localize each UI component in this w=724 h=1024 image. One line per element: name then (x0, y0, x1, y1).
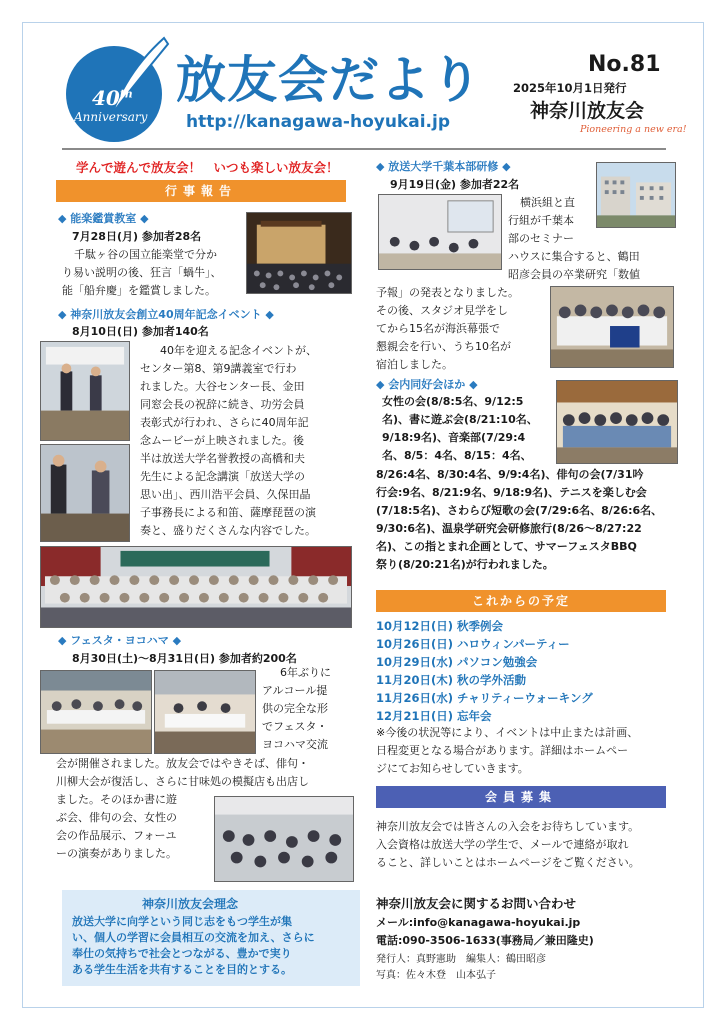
photo-noh-stage (246, 212, 352, 294)
issue-date: 2025年10月1日発行 (513, 81, 627, 95)
schedule-item: 11月26日(水) チャリティーウォーキング (376, 691, 593, 705)
date-anniversary-event: 8月10日(日) 参加者140名 (72, 325, 209, 338)
newsletter-title: 放友会だより (176, 51, 482, 109)
photo-festa-venue (40, 670, 152, 754)
recruit-text: 神奈川放友会では皆さんの入会をお待ちしています。 入会資格は放送大学の学生で、メールで連絡が取れ ること、詳しいことはホームページをご覧ください。 (376, 820, 640, 869)
schedule-note: ※今後の状況等により、イベントは中止または計画、 日程変更となる場合があります。詳細はホームペー ジにてお知らせしていきます。 (376, 726, 639, 775)
body-chiba-wide: ハウスに集合すると、鶴田 昭彦会員の卒業研究「数値 (508, 250, 640, 281)
organization-name: 神奈川放友会 (530, 100, 645, 122)
photo-chiba-group (550, 286, 674, 368)
header-divider (62, 148, 666, 150)
photo-credit-line: 写真：佐々木登 山本弘子 (376, 970, 496, 981)
heading-anniversary-event: ◆ 神奈川放友会創立40周年記念イベント ◆ (58, 308, 274, 321)
body-chiba-narrow: 横浜組と直 行組が千葉本 部のセミナー (508, 196, 575, 245)
website-url[interactable]: http://kanagawa-hoyukai.jp (186, 112, 450, 132)
photo-chiba-building (596, 162, 676, 228)
body-festa-bottom: ぶ会、俳句の会、女性の 会の作品展示、フォーユ ーの演奏がありました。 (56, 811, 177, 860)
issue-number: No.81 (588, 52, 661, 77)
photo-anniversary-ceremony (40, 341, 130, 441)
body-festa-narrow: 6年ぶりに アルコール提 供の完全な形 でフェスタ・ ヨコハマ交流 (262, 666, 331, 751)
body-clubs-narrow: 女性の会(8/8:5名、9/12:5 名)、書に遊ぶ会(8/21:10名、 9/18:9名)、音楽部(7/29:4 名、8/5：4名、8/15：4名、 (382, 395, 538, 462)
schedule-item: 11月20日(木) 秋の学外活動 (376, 673, 527, 687)
body-chiba-left: 予報」の発表となりました。 その後、スタジオ見学をし てから15名が海浜幕張で 懇親会を行い、うち10名が 宿泊しました。 (376, 286, 519, 371)
publisher-line: 発行人：真野憲助 編集人：鶴田昭彦 (376, 954, 546, 965)
body-noh: 千駄ヶ谷の国立能楽堂で分か り易い説明の後、狂言「蝸牛」、 能「船弁慶」を鑑賞しました。 (62, 248, 222, 297)
photo-festa-exhibition (214, 796, 354, 882)
heading-chiba-training: ◆ 放送大学千葉本部研修 ◆ (376, 160, 511, 173)
contact-email[interactable]: メール:info@kanagawa-hoyukai.jp (376, 916, 581, 929)
heading-festa-yokohama: ◆ フェスタ・ヨコハマ ◆ (58, 634, 182, 647)
section-bar-recruit: 会員募集 (376, 786, 666, 808)
photo-chiba-seminar (378, 194, 502, 270)
contact-title: 神奈川放友会に関するお問い合わせ (376, 896, 577, 911)
body-clubs-wide: 8/26:4名、8/30:4名、9/9:4名)、俳句の会(7/31吟 行会:9名、8/21:9名、9/18:9名)、テニスを楽しむ会 (7/18:5名)、さわらび短歌の会(7/29:6名、8/26:6名、 9/30:6名)、温泉学研究会研修旅行(8/26～8/27:22 名)、この指とまれ企画として、サマーフェスタBBQ 祭り(8/20:21名)が行われました。 (376, 468, 663, 571)
schedule-item: 10月29日(水) パソコン勉強会 (376, 655, 538, 669)
photo-festa-booth (154, 670, 256, 754)
motto: Pioneering a new era! (580, 124, 687, 135)
heading-clubs: ◆ 会内同好会ほか ◆ (376, 378, 478, 391)
contact-phone: 電話:090-3506-1633(事務局／兼田隆史) (376, 934, 594, 947)
photo-clubs-group (556, 380, 678, 464)
schedule-item: 10月26日(日) ハロウィンパーティー (376, 637, 570, 651)
philosophy-text: 放送大学に向学という同じ志をもつ学生が集 い、個人の学習に会員相互の交流を加え、さらに 奉仕の気持ちで社会とつながる、豊かで実り ある学生生活を共有することを目的とする。 (72, 915, 315, 976)
date-chiba-training: 9月19日(金) 参加者22名 (390, 178, 520, 191)
schedule-item: 10月12日(日) 秋季例会 (376, 619, 504, 633)
photo-anniversary-group (40, 546, 352, 628)
date-noh: 7月28日(月) 参加者28名 (72, 230, 202, 243)
photo-anniversary-performance (40, 444, 130, 542)
date-festa-yokohama: 8月30日(土)～8月31日(日) 参加者約200名 (72, 652, 297, 665)
heading-noh: ◆ 能楽鑑賞教室 ◆ (58, 212, 149, 225)
section-bar-activity-report: 行事報告 (56, 180, 346, 202)
body-anniversary-event: 40年を迎える記念イベントが、 センター第8、第9講義室で行わ れました。大谷センター長、金田 同窓会長の祝辞に続き、功労会員 表彰式が行われ、さらに40周年記 念ムービーが上映されました。後 半は放送大学名誉教授の高橋和夫 先生による記念講演「放送大学の 思い出」、西川浩平会員、久保田晶 子事務長による和笛、薩摩琵琶の演 奏と、盛りだくさんな内容でした。 (140, 344, 317, 537)
slogan: 学んで遊んで放友会！ いつも楽しい放友会！ (76, 160, 339, 175)
schedule-item: 12月21日(日) 忘年会 (376, 709, 492, 723)
logo-number: 40th (92, 86, 133, 110)
body-festa-wide: 会が開催されました。放友会ではやきそば、俳句・ 川柳大会が復活し、さらに甘味処の模擬店も出店し ました。そのほか書に遊 (56, 757, 309, 806)
philosophy-title: 神奈川放友会理念 (142, 897, 239, 911)
section-bar-upcoming: これからの予定 (376, 590, 666, 612)
logo-anniversary-text: Anniversary (74, 110, 148, 124)
